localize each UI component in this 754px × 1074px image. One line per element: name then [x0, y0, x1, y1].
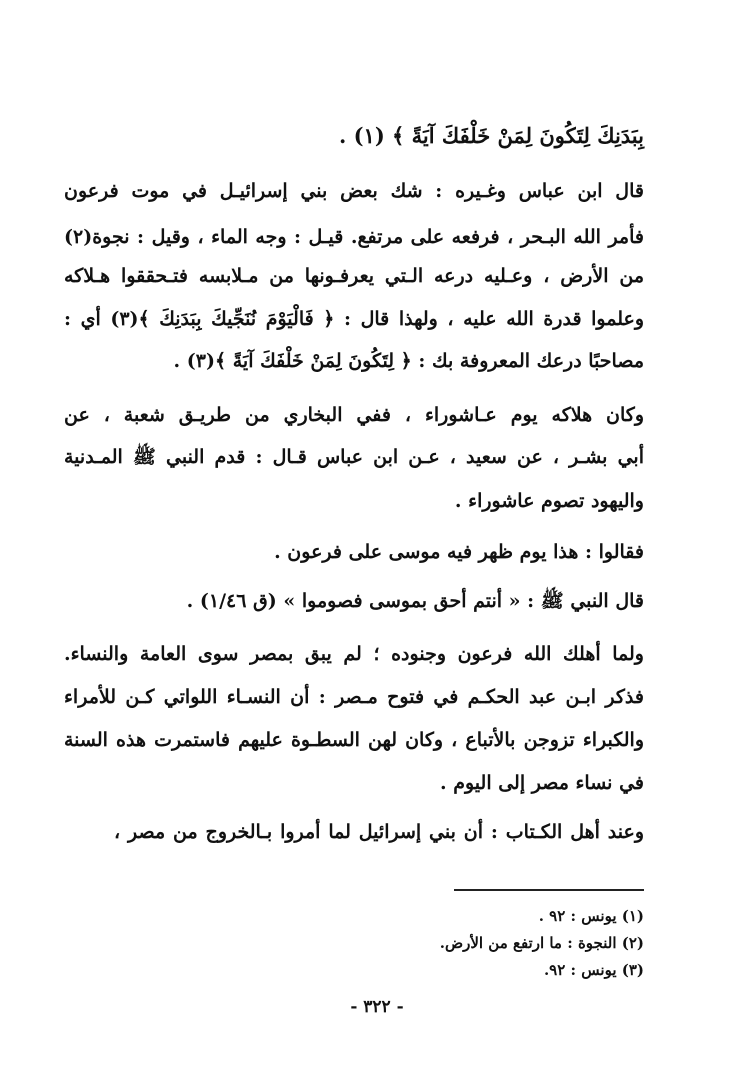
paragraph-line: وعلموا قدرة الله عليه ، ولهذا قال : ﴿ فَالْيَوْمَ نُنَجِّيكَ بِبَدَنِكَ ﴾(٣) أي : — [64, 308, 644, 330]
quran-verse-line: بِبَدَنِكَ لِتَكُونَ لِمَنْ خَلْفَكَ آيَةً ﴾ (١) . — [338, 123, 644, 148]
paragraph-line: فقالوا : هذا يوم ظهر فيه موسى على فرعون . — [274, 541, 644, 563]
paragraph-line: أبي بشـر ، عن سعيد ، عـن ابن عباس قـال : قدم النبي ﷺ المـدنية — [64, 446, 644, 468]
paragraph-line: ولما أهلك الله فرعون وجنوده ؛ لم يبق بمصر سوى العامة والنساء. — [64, 643, 644, 665]
paragraph-line: وعند أهل الكـتاب : أن بني إسرائيل لما أمروا بـالخروج من مصر ، — [114, 821, 644, 843]
paragraph-line: مصاحبًا درعك المعروفة بك : ﴿ لِتَكُونَ لِمَنْ خَلْفَكَ آيَةً ﴾(٣) . — [173, 350, 644, 372]
paragraph-line: قال النبي ﷺ : « أنتم أحق بموسى فصوموا » (ق ١/٤٦) . — [186, 590, 644, 612]
paragraph-line: واليهود تصوم عاشوراء . — [454, 490, 644, 512]
paragraph-line: والكبراء تزوجن بالأتباع ، وكان لهن السطـوة عليهم فاستمرت هذه السنة — [64, 729, 644, 751]
paragraph-line: فأمر الله البـحر ، فرفعه على مرتفع. قيـل : وجه الماء ، وقيل : نجوة(٢) — [64, 226, 644, 248]
paragraph-line: فذكر ابـن عبد الحكـم في فتوح مـصر : أن النسـاء اللواتي كـن للأمراء — [64, 686, 644, 708]
footnote-3: (٣) يونس : ٩٢. — [543, 961, 644, 979]
paragraph-line: وكان هلاكه يوم عـاشوراء ، ففي البخاري من طريـق شعبة ، عن — [64, 404, 644, 426]
footnote-1: (١) يونس : ٩٢ . — [538, 907, 644, 925]
paragraph-line: قال ابن عباس وغـيره : شك بعض بني إسرائيـل في موت فرعون — [64, 180, 644, 202]
paragraph-line: في نساء مصر إلى اليوم . — [440, 772, 644, 794]
footnote-divider — [454, 889, 644, 891]
footnote-2: (٢) النجوة : ما ارتفع من الأرض. — [439, 934, 644, 952]
page-number: - ٣٢٢ - — [350, 997, 404, 1017]
paragraph-line: من الأرض ، وعـليه درعه الـتي يعرفـونها من مـلابسه فتـحققوا هـلاكه — [64, 265, 644, 287]
